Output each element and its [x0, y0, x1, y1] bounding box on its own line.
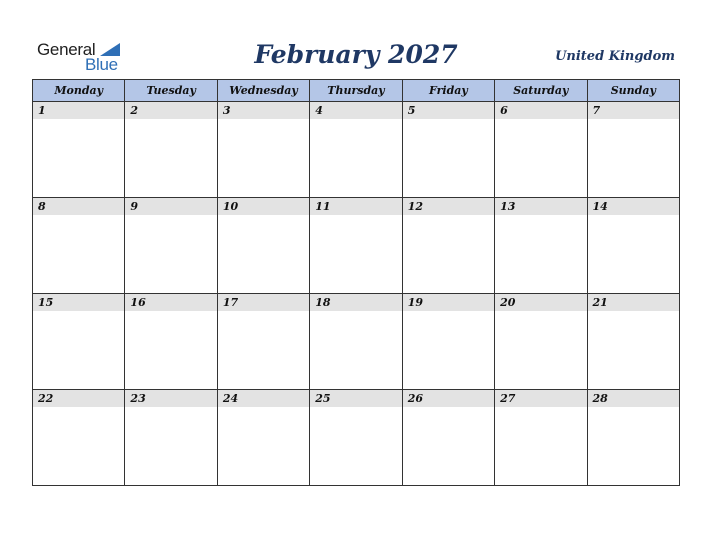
- day-number: 5: [403, 102, 494, 119]
- weekday-header: Wednesday: [217, 80, 309, 102]
- day-cell: [125, 390, 217, 486]
- day-number: 4: [310, 102, 401, 119]
- day-cell: [495, 390, 587, 486]
- day-number: 16: [125, 294, 216, 311]
- day-number: 27: [495, 390, 586, 407]
- day-number: 8: [33, 198, 124, 215]
- day-number: 10: [218, 198, 309, 215]
- day-cell: [402, 198, 494, 294]
- day-number: 17: [218, 294, 309, 311]
- day-cell: [217, 390, 309, 486]
- day-number: 11: [310, 198, 401, 215]
- day-cell: [495, 198, 587, 294]
- day-cell: [495, 294, 587, 390]
- day-cell: [310, 102, 402, 198]
- day-cell: [495, 102, 587, 198]
- weekday-header: Tuesday: [125, 80, 217, 102]
- day-number: 25: [310, 390, 401, 407]
- day-cell: [217, 198, 309, 294]
- day-cell: [125, 102, 217, 198]
- day-number: 19: [403, 294, 494, 311]
- weekday-header-row: [33, 80, 680, 102]
- day-number: 13: [495, 198, 586, 215]
- day-number: 20: [495, 294, 586, 311]
- day-cell: [33, 390, 125, 486]
- day-cell: [587, 390, 679, 486]
- week-row: [33, 390, 680, 486]
- day-cell: [310, 198, 402, 294]
- week-row: [33, 198, 680, 294]
- day-cell: [402, 294, 494, 390]
- day-cell: [587, 198, 679, 294]
- day-number: 21: [588, 294, 679, 311]
- weekday-header: Friday: [402, 80, 494, 102]
- day-number: 14: [588, 198, 679, 215]
- day-cell: [587, 102, 679, 198]
- day-cell: [310, 294, 402, 390]
- day-number: 2: [125, 102, 216, 119]
- calendar-grid: [32, 79, 680, 486]
- logo-text-general: General: [37, 40, 96, 59]
- calendar-title: February 2027: [254, 40, 458, 69]
- weekday-header: Monday: [33, 80, 125, 102]
- day-cell: [33, 102, 125, 198]
- week-row: [33, 102, 680, 198]
- day-number: 23: [125, 390, 216, 407]
- day-number: 12: [403, 198, 494, 215]
- day-number: 9: [125, 198, 216, 215]
- country-label: United Kingdom: [555, 49, 675, 64]
- weekday-header: Saturday: [495, 80, 587, 102]
- day-number: 3: [218, 102, 309, 119]
- day-cell: [587, 294, 679, 390]
- day-number: 24: [218, 390, 309, 407]
- day-number: 7: [588, 102, 679, 119]
- day-cell: [33, 198, 125, 294]
- day-number: 18: [310, 294, 401, 311]
- day-cell: [125, 294, 217, 390]
- day-number: 26: [403, 390, 494, 407]
- day-cell: [402, 102, 494, 198]
- day-number: 6: [495, 102, 586, 119]
- day-cell: [217, 294, 309, 390]
- day-cell: [402, 390, 494, 486]
- weekday-header: Thursday: [310, 80, 402, 102]
- weekday-header: Sunday: [587, 80, 679, 102]
- day-number: 15: [33, 294, 124, 311]
- day-cell: [217, 102, 309, 198]
- day-cell: [125, 198, 217, 294]
- day-number: 22: [33, 390, 124, 407]
- week-row: [33, 294, 680, 390]
- day-number: 28: [588, 390, 679, 407]
- logo-text-blue: Blue: [85, 55, 118, 74]
- day-cell: [33, 294, 125, 390]
- day-cell: [310, 390, 402, 486]
- day-number: 1: [33, 102, 124, 119]
